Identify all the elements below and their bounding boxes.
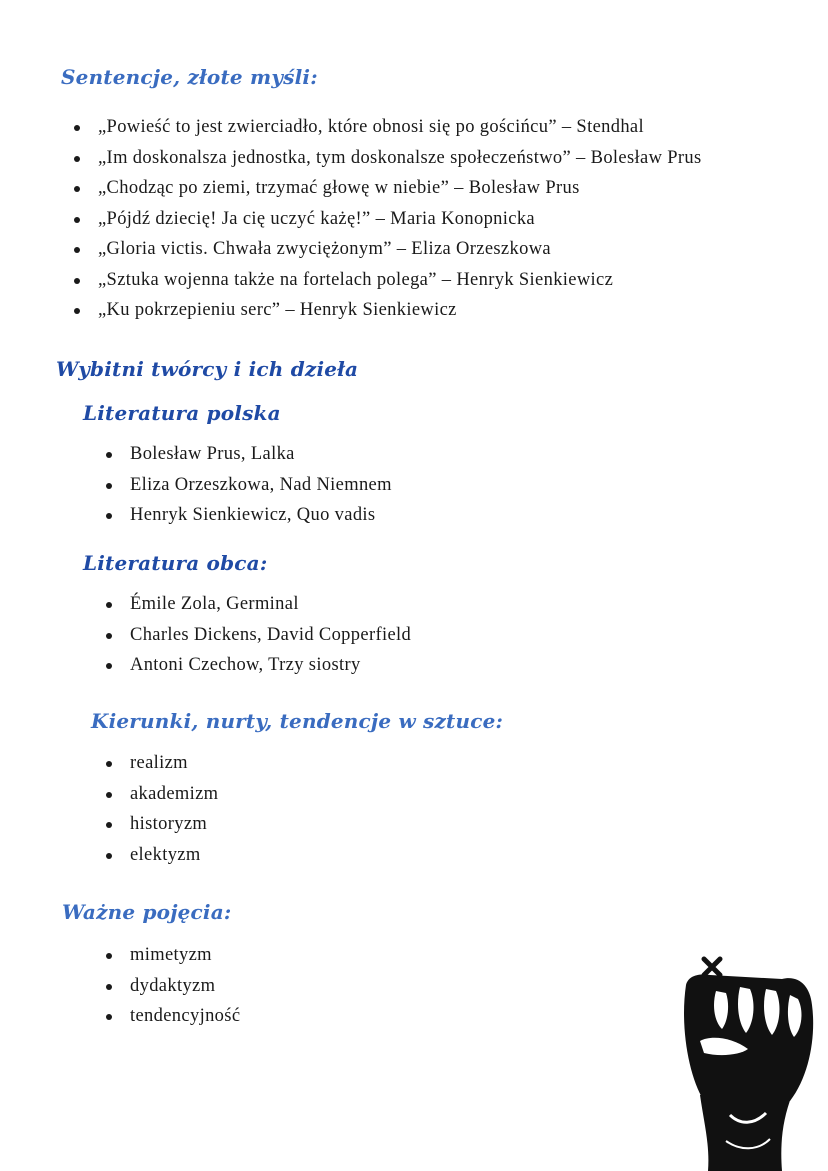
list-item: Antoni Czechow, Trzy siostry — [106, 650, 411, 681]
list-item: mimetyzm — [106, 940, 240, 971]
list-item: „Sztuka wojenna także na fortelach polega” – Henryk Sienkiewicz — [74, 265, 702, 296]
list-item: „Chodząc po ziemi, trzymać głowę w niebie” – Bolesław Prus — [74, 173, 702, 204]
list-item: Henryk Sienkiewicz, Quo vadis — [106, 500, 392, 531]
list-item: dydaktyzm — [106, 971, 240, 1002]
heading-art-directions: Kierunki, nurty, tendencje w sztuce: — [91, 709, 504, 733]
foreign-literature-list — [106, 589, 411, 681]
heading-polish-literature: Literatura polska — [83, 401, 281, 425]
concepts-list — [106, 940, 240, 1032]
polish-literature-list — [106, 439, 392, 531]
heading-concepts: Ważne pojęcia: — [62, 900, 232, 924]
list-item: tendencyjność — [106, 1001, 240, 1032]
sentences-list — [74, 112, 702, 326]
raised-fist-icon — [670, 945, 820, 1171]
list-item: realizm — [106, 748, 218, 779]
heading-foreign-literature: Literatura obca: — [83, 551, 268, 575]
heading-authors: Wybitni twórcy i ich dzieła — [56, 357, 359, 381]
list-item: elektyzm — [106, 840, 218, 871]
list-item: „Im doskonalsza jednostka, tym doskonalsze społeczeństwo” – Bolesław Prus — [74, 143, 702, 174]
list-item: historyzm — [106, 809, 218, 840]
list-item: Charles Dickens, David Copperfield — [106, 620, 411, 651]
list-item: „Ku pokrzepieniu serc” – Henryk Sienkiewicz — [74, 295, 702, 326]
list-item: „Gloria victis. Chwała zwyciężonym” – Eliza Orzeszkowa — [74, 234, 702, 265]
list-item: „Powieść to jest zwierciadło, które obnosi się po gościńcu” – Stendhal — [74, 112, 702, 143]
list-item: Eliza Orzeszkowa, Nad Niemnem — [106, 470, 392, 501]
list-item: Émile Zola, Germinal — [106, 589, 411, 620]
list-item: Bolesław Prus, Lalka — [106, 439, 392, 470]
heading-sentences: Sentencje, złote myśli: — [61, 65, 318, 89]
art-directions-list — [106, 748, 218, 870]
list-item: „Pójdź dziecię! Ja cię uczyć każę!” – Maria Konopnicka — [74, 204, 702, 235]
list-item: akademizm — [106, 779, 218, 810]
